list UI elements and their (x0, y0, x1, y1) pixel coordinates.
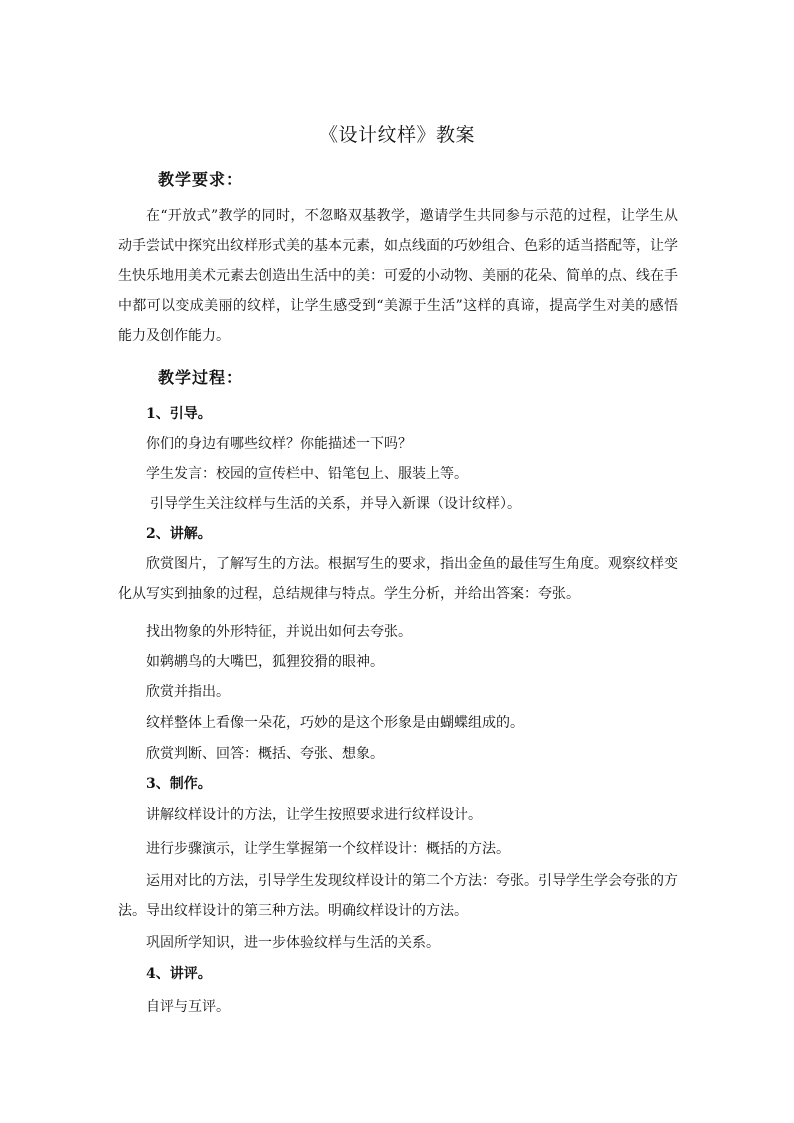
section-heading-make: 3、制作。 (146, 776, 212, 792)
teaching-process-heading: 教学过程： (158, 368, 244, 387)
explain-line-2: 如鹈鹕鸟的大嘴巴，狐狸狡猾的眼神。 (146, 654, 384, 670)
make-paragraph: 运用对比的方法，引导学生发现纹样设计的第二个方法：夸张。引导学生学会夸张的方法。导出纹样设计的第三种方法。明确纹样设计的方法。 (118, 873, 678, 919)
explain-line-1: 找出物象的外形特征，并说出如何去夸张。 (146, 624, 412, 640)
explain-line-4: 纹样整体上看像一朵花，巧妙的是这个形象是由蝴蝶组成的。 (146, 715, 524, 731)
make-line-1: 讲解纹样设计的方法，让学生按照要求进行纹样设计。 (146, 807, 482, 823)
section-heading-explain: 2、讲解。 (146, 526, 212, 542)
teaching-requirements-paragraph: 在“开放式”教学的同时，不忽略双基教学，邀请学生共同参与示范的过程，让学生从动手尝试中探究出纹样形式美的基本元素，如点线面的巧妙组合、色彩的适当搭配等，让学生快乐地用美术元素去创造出生活中的美：可爱的小动物、美丽的花朵、简单的点、线在手中都可以变成美丽的纹样，让学生感受到“美源于生活”这样的真谛，提高学生对美的感悟能力及创作能力。 (118, 208, 678, 344)
make-line-3: 巩固所学知识，进一步体验纹样与生活的关系。 (146, 935, 440, 951)
document-title: 《设计纹样》教案 (318, 124, 475, 146)
guide-line-3: 引导学生关注纹样与生活的关系，并导入新课（设计纹样）。 (150, 496, 521, 512)
explain-paragraph: 欣赏图片，了解写生的方法。根据写生的要求，指出金鱼的最佳写生角度。观察纹样变化从写实到抽象的过程，总结规律与特点。学生分析，并给出答案：夸张。 (118, 556, 678, 602)
explain-line-5: 欣赏判断、回答：概括、夸张、想象。 (146, 746, 384, 762)
guide-line-2: 学生发言：校园的宣传栏中、铅笔包上、服装上等。 (146, 466, 468, 482)
teaching-requirements-heading: 教学要求： (158, 170, 244, 189)
section-heading-review: 4、讲评。 (146, 966, 212, 982)
guide-line-1: 你们的身边有哪些纹样？你能描述一下吗？ (146, 436, 412, 452)
review-line-1: 自评与互评。 (146, 999, 230, 1015)
section-heading-guide: 1、引导。 (146, 406, 212, 422)
make-line-2: 进行步骤演示，让学生掌握第一个纹样设计：概括的方法。 (146, 841, 510, 857)
explain-line-3: 欣赏并指出。 (146, 684, 230, 700)
